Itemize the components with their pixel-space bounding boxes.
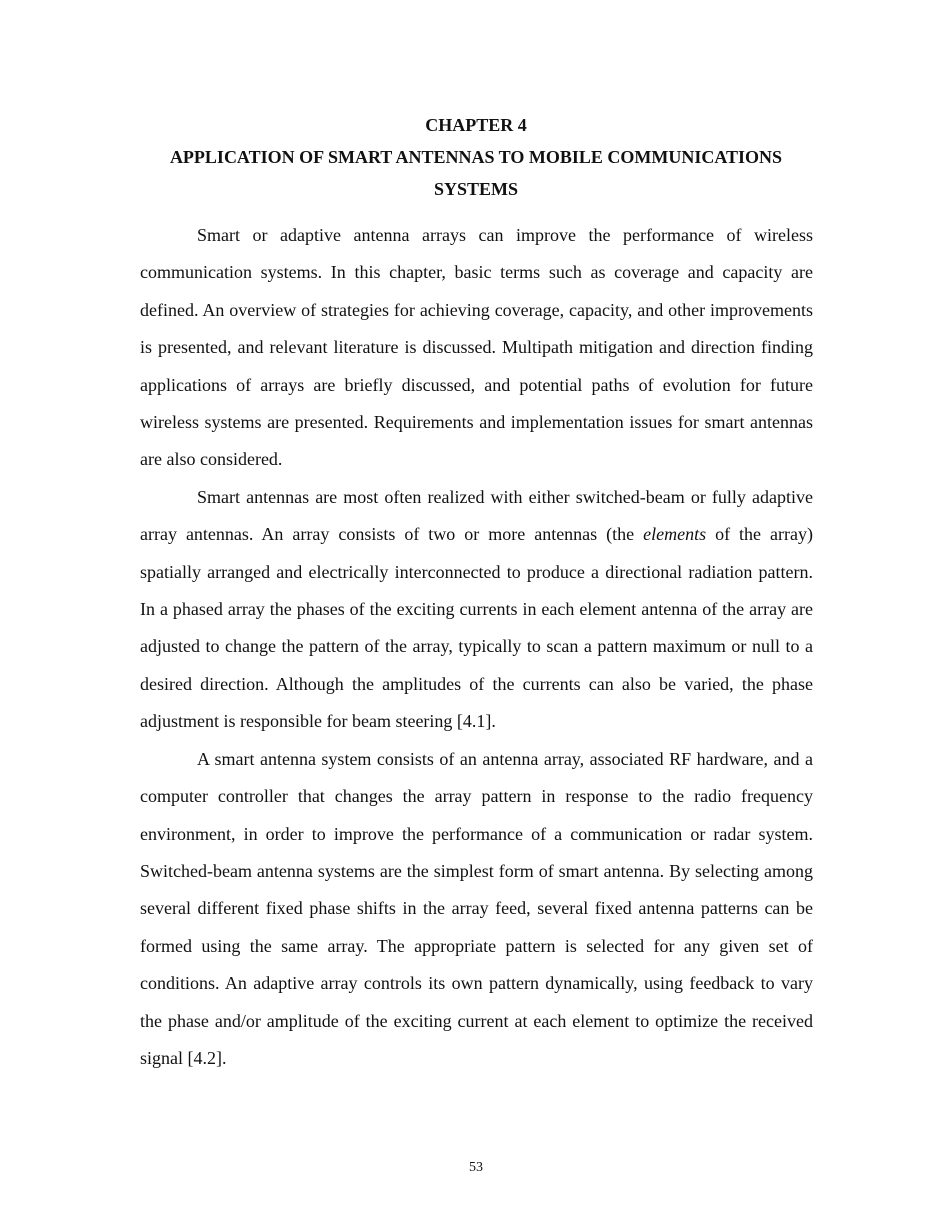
paragraph-2	[140, 479, 813, 741]
page-number: 53	[469, 1160, 483, 1175]
paragraph-3: A smart antenna system consists of an antenna array, associated RF hardware, and a computer controller that changes the array pattern in response to the radio frequency environment, in order to improve the performance of a communication or radar system. Switched-beam antenna systems are the simplest form of smart antenna. By selecting among several different fixed phase shifts in the array feed, several fixed antenna patterns can be formed using the same array. The appropriate pattern is selected for any given set of conditions. An adaptive array controls its own pattern dynamically, using feedback to vary the phase and/or amplitude of the exciting current at each element to optimize the received signal [4.2].	[140, 748, 813, 1068]
paragraph-2-text-end: of the array) spatially arranged and electrically interconnected to produce a directional radiation pattern. In a phased array the phases of the exciting currents in each element antenna of the array are adjusted to change the pattern of the array, typically to scan a pattern maximum or null to a desired direction. Although the amplitudes of the currents can also be varied, the phase adjustment is responsible for beam steering [4.1].	[140, 524, 813, 732]
chapter-body	[140, 217, 813, 1077]
chapter-number: CHAPTER 4	[425, 115, 527, 135]
chapter-title-line-1: APPLICATION OF SMART ANTENNAS TO MOBILE COMMUNICATIONS	[169, 147, 783, 167]
chapter-title	[140, 141, 812, 205]
paragraph-1: Smart or adaptive antenna arrays can improve the performance of wireless communication systems. In this chapter, basic terms such as coverage and capacity are defined. An overview of strategies for achieving coverage, capacity, and other improvements is presented, and relevant literature is discussed. Multipath mitigation and direction finding applications of arrays are briefly discussed, and potential paths of evolution for future wireless systems are presented. Requirements and implementation issues for smart antennas are also considered.	[140, 225, 813, 470]
chapter-title-line-2: SYSTEMS	[433, 179, 519, 199]
elements-emphasis: elements	[643, 524, 707, 545]
paragraph-2-text-start: Smart antennas are most often realized with either switched-beam or fully adaptive array antennas. An array consists of two or more antennas (the	[140, 486, 813, 545]
